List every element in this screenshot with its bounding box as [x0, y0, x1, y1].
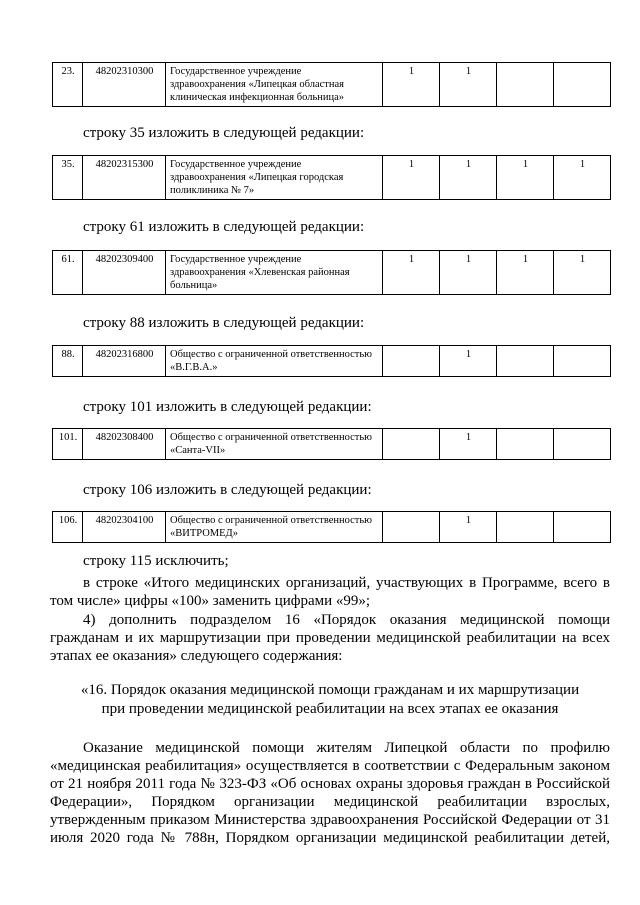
paragraph-line: июля 2020 года № 788н, Порядком организации медицинской реабилитации детей,	[50, 830, 610, 846]
paragraph-line: гражданам и их маршрутизации при проведении медицинской реабилитации на всех	[50, 630, 610, 646]
instruction-row-35: строку 35 изложить в следующей редакции:	[83, 125, 365, 141]
table-row-23	[52, 62, 611, 107]
row-value: 1	[497, 251, 554, 295]
row-code: 48202310300	[83, 63, 166, 107]
row-value: 1	[554, 156, 611, 200]
row-value	[554, 429, 611, 460]
paragraph-line: этапах ее оказания» следующего содержания:	[50, 648, 343, 664]
row-number: 106.	[53, 512, 83, 543]
row-value	[554, 63, 611, 107]
heading-line: «16. Порядок оказания медицинской помощи гражданам и их маршрутизации	[80, 682, 580, 698]
paragraph-line: в строке «Итого медицинских организаций, участвующих в Программе, всего в	[83, 575, 610, 591]
itogo-paragraph	[50, 574, 610, 610]
row-number: 35.	[53, 156, 83, 200]
body-paragraph	[50, 739, 610, 847]
row-organization-name: Государственное учреждение здравоохранения «Липецкая городская поликлиника № 7»	[166, 156, 383, 200]
row-organization-name: Общество с ограниченной ответственностью «Санта-VII»	[166, 429, 383, 460]
row-value	[497, 429, 554, 460]
row-value	[554, 346, 611, 377]
paragraph-line: 4) дополнить подразделом 16 «Порядок оказания медицинской помощи	[83, 612, 610, 628]
row-organization-name: Общество с ограниченной ответственностью «ВИТРОМЕД»	[166, 512, 383, 543]
row-value: 1	[440, 429, 497, 460]
row-value: 1	[440, 156, 497, 200]
paragraph-line: Федерации», Порядком организации медицинской реабилитации взрослых,	[50, 794, 610, 810]
row-organization-name: Общество с ограниченной ответственностью «В.Г.В.А.»	[166, 346, 383, 377]
row-code: 48202309400	[83, 251, 166, 295]
row-value: 1	[440, 346, 497, 377]
item-4-paragraph	[50, 611, 610, 665]
table-row-88	[52, 345, 611, 377]
row-value	[383, 346, 440, 377]
row-number: 61.	[53, 251, 83, 295]
paragraph-line: том числе» цифры «100» заменить цифрами «99»;	[50, 593, 371, 609]
row-value: 1	[383, 251, 440, 295]
row-organization-name: Государственное учреждение здравоохранения «Липецкая областная клиническая инфекционная больница»	[166, 63, 383, 107]
heading-line: при проведении медицинской реабилитации на всех этапах ее оказания	[101, 701, 559, 717]
instruction-row-115: строку 115 исключить;	[83, 553, 229, 569]
row-number: 101.	[53, 429, 83, 460]
row-value	[554, 512, 611, 543]
row-value: 1	[440, 512, 497, 543]
row-value	[497, 63, 554, 107]
table-row-106	[52, 511, 611, 543]
row-value	[497, 346, 554, 377]
row-value: 1	[554, 251, 611, 295]
table-row-35	[52, 155, 611, 200]
table-row-101	[52, 428, 611, 460]
row-value: 1	[383, 63, 440, 107]
paragraph-line: от 21 ноября 2011 года № 323-ФЗ «Об основах охраны здоровья граждан в Российской	[50, 776, 610, 792]
row-value	[383, 429, 440, 460]
section-heading	[50, 681, 610, 719]
row-number: 23.	[53, 63, 83, 107]
row-code: 48202316800	[83, 346, 166, 377]
row-organization-name: Государственное учреждение здравоохранения «Хлевенская районная больница»	[166, 251, 383, 295]
instruction-row-106: строку 106 изложить в следующей редакции:	[83, 482, 372, 498]
row-value: 1	[383, 156, 440, 200]
row-number: 88.	[53, 346, 83, 377]
row-value: 1	[440, 63, 497, 107]
paragraph-line: Оказание медицинской помощи жителям Липецкой области по профилю	[83, 740, 610, 756]
row-value: 1	[497, 156, 554, 200]
row-value: 1	[440, 251, 497, 295]
row-code: 48202304100	[83, 512, 166, 543]
table-row-61	[52, 250, 611, 295]
row-code: 48202315300	[83, 156, 166, 200]
instruction-row-101: строку 101 изложить в следующей редакции:	[83, 399, 372, 415]
row-value	[497, 512, 554, 543]
instruction-row-88: строку 88 изложить в следующей редакции:	[83, 315, 365, 331]
row-value	[383, 512, 440, 543]
row-code: 48202308400	[83, 429, 166, 460]
paragraph-line: утвержденным приказом Министерства здравоохранения Российской Федерации от 31	[50, 812, 610, 828]
paragraph-line: «медицинская реабилитация» осуществляется в соответствии с Федеральным законом	[50, 758, 610, 774]
instruction-row-61: строку 61 изложить в следующей редакции:	[83, 219, 365, 235]
